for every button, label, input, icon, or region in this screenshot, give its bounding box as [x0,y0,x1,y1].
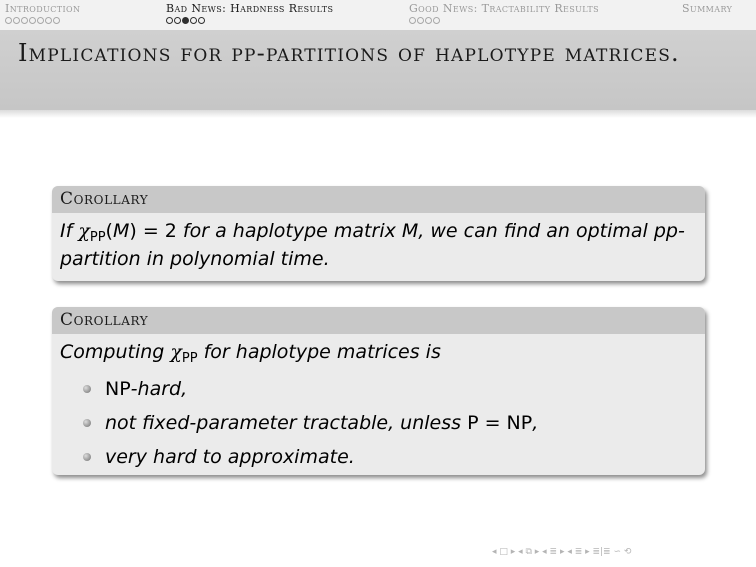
text: , [532,412,539,434]
corollary-body [52,213,705,279]
frame-dot[interactable] [425,17,432,24]
frame-dot[interactable] [37,17,44,24]
bullet-icon [83,385,91,393]
frame-dot[interactable] [45,17,52,24]
frame-dot[interactable] [198,17,205,24]
corollary-block-2 [52,307,705,475]
frame-dots [409,17,599,24]
nav-section-label: Introduction [5,2,81,15]
math-subscript: PP [89,230,106,245]
list-item [60,372,697,406]
nav-section-label: Bad News: Hardness Results [166,2,334,15]
frame-title: Implications for pp-partitions of haplotype matrices. [18,39,680,67]
frame-dot[interactable] [190,17,197,24]
nav-section-summary[interactable] [682,2,732,16]
corollary-body [52,334,705,475]
text: very hard to approximate. [105,446,355,468]
frame-dots [5,17,80,24]
corollary-list [60,372,697,474]
math-equals: = 2 [136,220,177,242]
beamer-navigation-icons[interactable]: ◂ □ ▸ ◂ ⧉ ▸ ◂ ≣ ▸ ◂ ≣ ▸ ≣|≣ ∽ ⟲ [492,547,632,557]
text: -hard, [130,378,188,400]
corollary-heading: Corollary [52,307,705,334]
bullet-icon [83,453,91,461]
text: If [60,220,79,242]
corollary-intro [60,338,697,366]
math-paren: ( [105,220,113,242]
nav-section-bad-news[interactable] [166,2,333,24]
frame-dot[interactable] [53,17,60,24]
math-expression: P = NP [467,412,533,434]
math-chi: χ [78,220,90,242]
text: not fixed-parameter tractable, unless [105,412,468,434]
list-item [60,440,697,474]
math-chi: χ [170,341,182,363]
text: for a haplotype matrix [176,220,402,242]
frame-dot[interactable] [409,17,416,24]
frame-dot[interactable] [166,17,173,24]
math-var: M [112,220,130,242]
text: Computing [60,341,171,363]
frame-dots [166,17,333,24]
section-navigation-bar [0,0,756,30]
list-item [60,406,697,440]
frame-dot[interactable] [417,17,424,24]
text: , we can find an optimal pp-partition in polynomial time. [60,220,685,270]
frame-dot[interactable] [5,17,12,24]
frame-dot[interactable] [433,17,440,24]
nav-section-label: Summary [682,2,733,15]
math-var: M [401,220,419,242]
text: for haplotype matrices is [197,341,441,363]
bullet-icon [83,419,91,427]
frame-dot[interactable] [174,17,181,24]
corollary-heading: Corollary [52,186,705,213]
frame-dot[interactable] [13,17,20,24]
math-subscript: PP [181,351,198,366]
math-paren: ) [129,220,137,242]
nav-section-introduction[interactable] [5,2,80,24]
nav-section-label: Good News: Tractability Results [409,2,599,15]
frame-dot-current[interactable] [182,17,189,24]
frame-title-bar [0,30,756,110]
frame-dot[interactable] [29,17,36,24]
nav-section-good-news[interactable] [409,2,599,24]
corollary-block-1 [52,186,705,281]
text: NP [105,378,131,400]
frame-dot[interactable] [21,17,28,24]
